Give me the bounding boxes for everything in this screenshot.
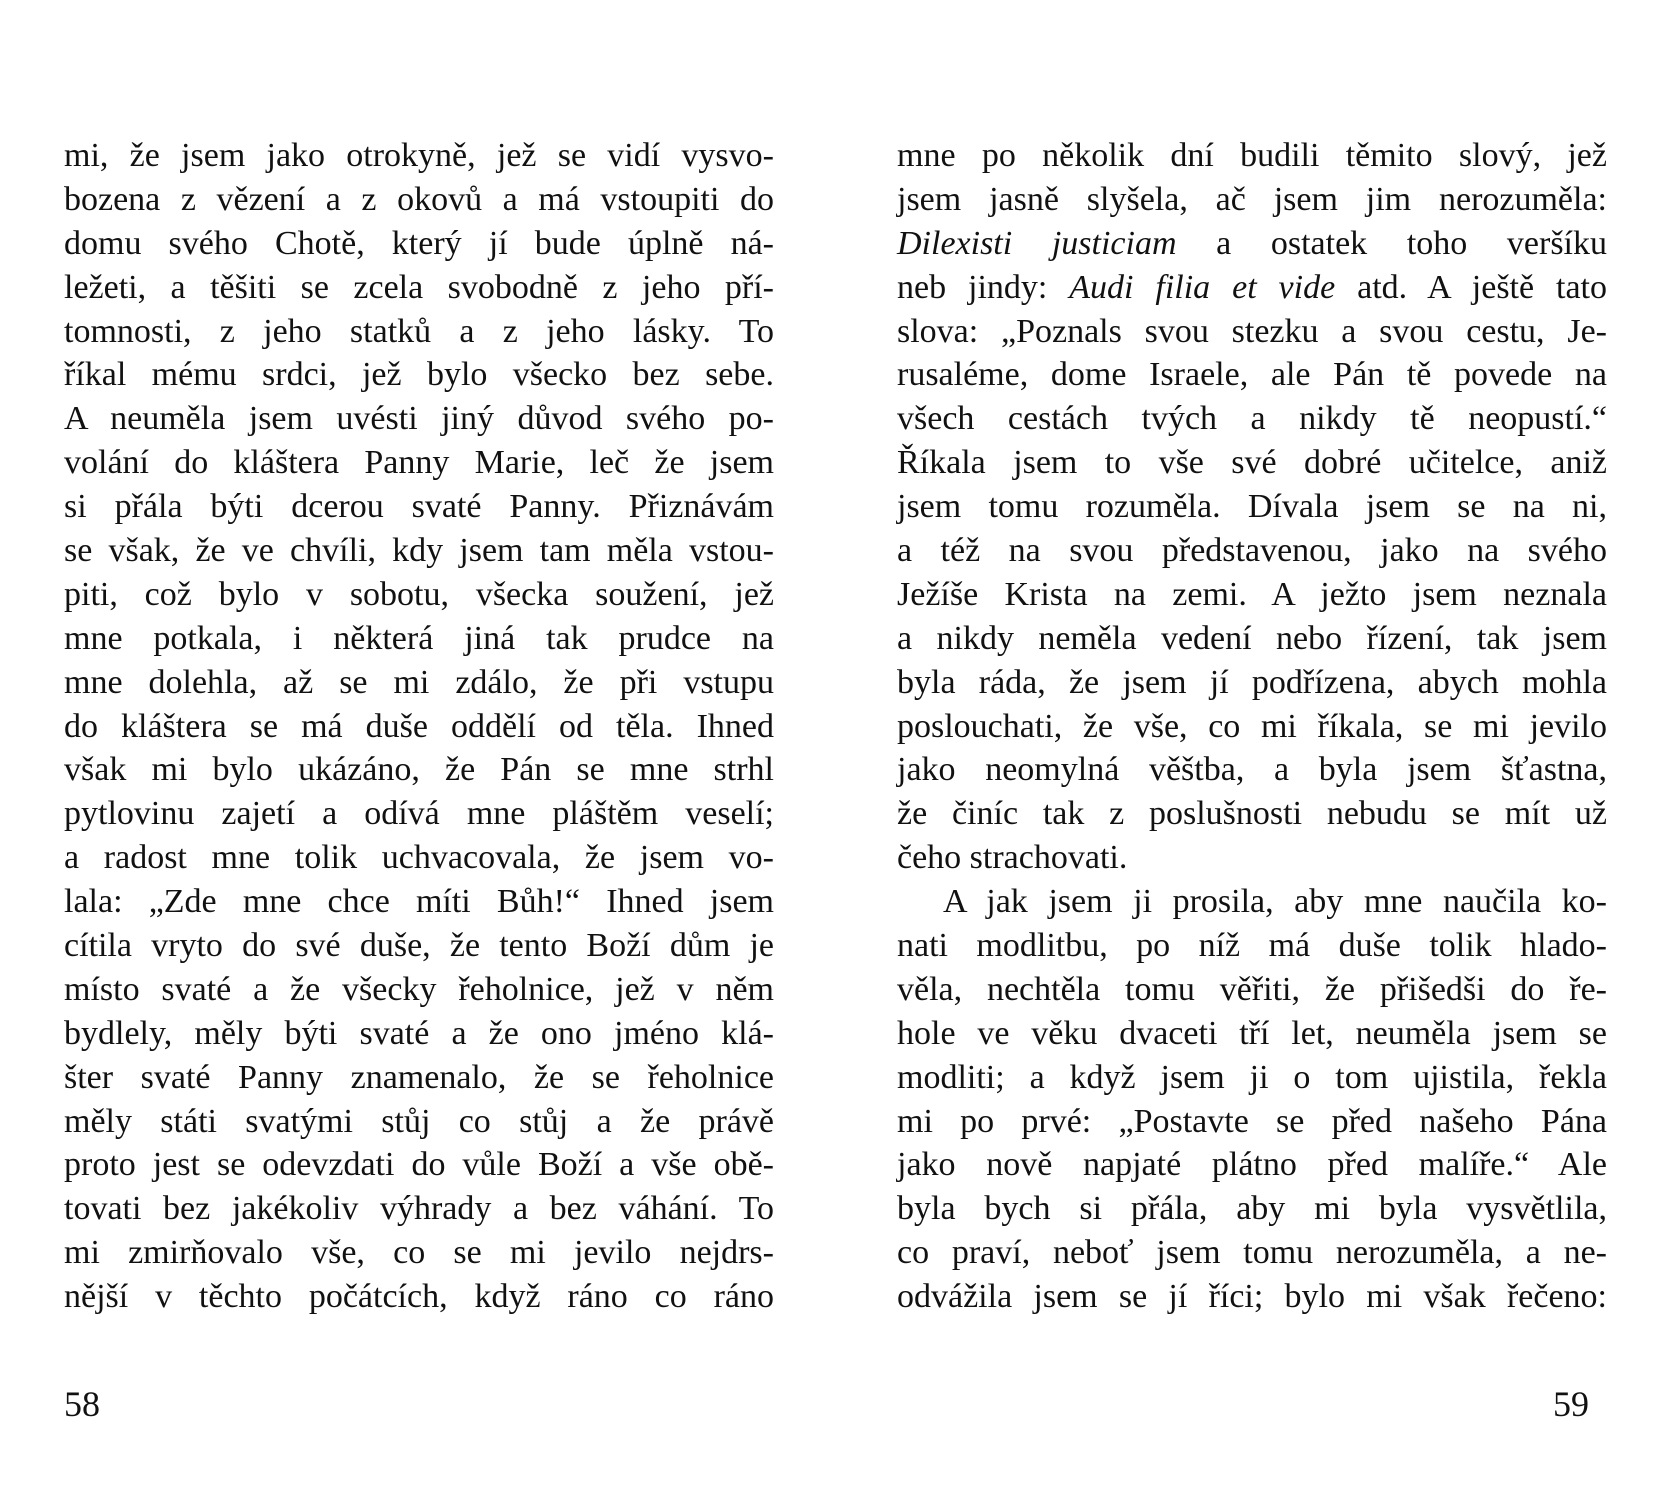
text-line: A neuměla jsem uvésti jiný důvod svého po- [64, 400, 774, 438]
text-line: a nikdy neměla vedení nebo řízení, tak jsem [897, 619, 1607, 657]
text-line: piti, což bylo v sobotu, všecka soužení, jež [64, 575, 774, 613]
text-line: mi po prvé: „Postavte se před našeho Pána [897, 1102, 1607, 1140]
text-line: mne potkala, i některá jiná tak prudce na [64, 619, 774, 657]
text-line: nější v těchto počátcích, když ráno co ráno [64, 1278, 774, 1316]
text-line: lala: „Zde mne chce míti Bůh!“ Ihned jsem [64, 883, 774, 921]
text-line: poslouchati, že vše, co mi říkala, se mi jevilo [897, 707, 1607, 745]
text-line: modliti; a když jsem ji o tom ujistila, řekla [897, 1058, 1607, 1096]
text-line: jako neomylná věštba, a byla jsem šťastna, [897, 751, 1607, 789]
text-line: byla ráda, že jsem jí podřízena, abych mohla [897, 663, 1607, 701]
text-fragment: a ostatek toho veršíku [1176, 224, 1607, 262]
text-line: slova: „Poznals svou stezku a svou cestu, Je- [897, 312, 1607, 350]
right-page [827, 0, 1654, 1500]
text-line-with-italic [897, 222, 1607, 266]
text-line: mne po několik dní budili těmito slový, jež [897, 137, 1607, 174]
latin-quote: Dilexisti justiciam [897, 224, 1177, 262]
text-line: mne dolehla, až se mi zdálo, že při vstupu [64, 663, 774, 701]
left-text-column [64, 134, 774, 1319]
text-line: ležeti, a těšiti se zcela svobodně z jeho pří- [64, 268, 774, 306]
text-line: bozena z vězení a z okovů a má vstoupiti do [64, 180, 774, 218]
text-line: Říkala jsem to vše své dobré učitelce, aniž [897, 444, 1607, 482]
text-line: do kláštera se má duše oddělí od těla. Ihned [64, 707, 774, 745]
text-line: Ježíše Krista na zemi. A ježto jsem neznala [897, 575, 1607, 613]
text-line: proto jest se odevzdati do vůle Boží a vše obě- [64, 1146, 774, 1184]
latin-quote: Audi filia et vide [1069, 268, 1336, 306]
text-line: rusaléme, dome Israele, ale Pán tě povede na [897, 356, 1607, 394]
text-line: jsem tomu rozuměla. Dívala jsem se na ni, [897, 488, 1607, 526]
text-line: si přála býti dcerou svaté Panny. Přiznávám [64, 488, 774, 526]
text-line: cítila vryto do své duše, že tento Boží dům je [64, 927, 774, 965]
text-line: byla bych si přála, aby mi byla vysvětlila, [897, 1190, 1607, 1228]
right-text-column [897, 134, 1607, 1319]
text-line: a též na svou představenou, jako na svého [897, 532, 1607, 570]
text-line: věla, nechtěla tomu věřiti, že přišedši do ře- [897, 970, 1607, 1008]
text-line: říkal mému srdci, jež bylo všecko bez sebe. [64, 356, 774, 394]
text-line: pytlovinu zajetí a odívá mne pláštěm veselí; [64, 795, 774, 833]
page-number: 59 [1553, 1384, 1589, 1424]
text-line: místo svaté a že všecky řeholnice, jež v něm [64, 970, 774, 1008]
text-line: volání do kláštera Panny Marie, leč že jsem [64, 444, 774, 482]
text-line: domu svého Chotě, který jí bude úplně ná- [64, 224, 774, 262]
text-line: však mi bylo ukázáno, že Pán se mne strhl [64, 751, 774, 789]
paragraph-first-line: A jak jsem ji prosila, aby mne naučila ko- [943, 883, 1607, 921]
text-line: odvážila jsem se jí říci; bylo mi však řečeno: [897, 1278, 1607, 1316]
text-line: a radost mne tolik uchvacovala, že jsem vo- [64, 839, 774, 877]
text-fragment: atd. A ještě tato [1335, 268, 1607, 306]
page-number: 58 [64, 1384, 100, 1424]
text-line: měly státi svatými stůj co stůj a že právě [64, 1102, 774, 1140]
text-line: tomnosti, z jeho statků a z jeho lásky. To [64, 312, 774, 350]
text-line: hole ve věku dvaceti tří let, neuměla jsem se [897, 1014, 1607, 1052]
text-line: bydlely, měly býti svaté a že ono jméno klá- [64, 1014, 774, 1052]
text-line: nati modlitbu, po níž má duše tolik hlado- [897, 927, 1607, 965]
paragraph-end-line: čeho strachovati. [897, 839, 1128, 877]
text-line: tovati bez jakékoliv výhrady a bez váhání. To [64, 1190, 774, 1228]
text-line: mi, že jsem jako otrokyně, jež se vidí vysvo- [64, 137, 774, 174]
text-line: jako nově napjaté plátno před malíře.“ Ale [897, 1146, 1607, 1184]
text-line: se však, že ve chvíli, kdy jsem tam měla vstou- [64, 532, 774, 570]
text-line: mi zmirňovalo vše, co se mi jevilo nejdrs- [64, 1234, 774, 1272]
text-line: co praví, neboť jsem tomu nerozuměla, a ne- [897, 1234, 1607, 1272]
text-line-with-italic [897, 266, 1607, 310]
text-line: jsem jasně slyšela, ač jsem jim nerozuměla: [897, 180, 1607, 218]
text-fragment: neb jindy: [897, 268, 1070, 306]
text-line: šter svaté Panny znamenalo, že se řeholnice [64, 1058, 774, 1096]
text-line: všech cestách tvých a nikdy tě neopustí.“ [897, 400, 1607, 438]
text-line: že činíc tak z poslušnosti nebudu se mít už [897, 795, 1607, 833]
